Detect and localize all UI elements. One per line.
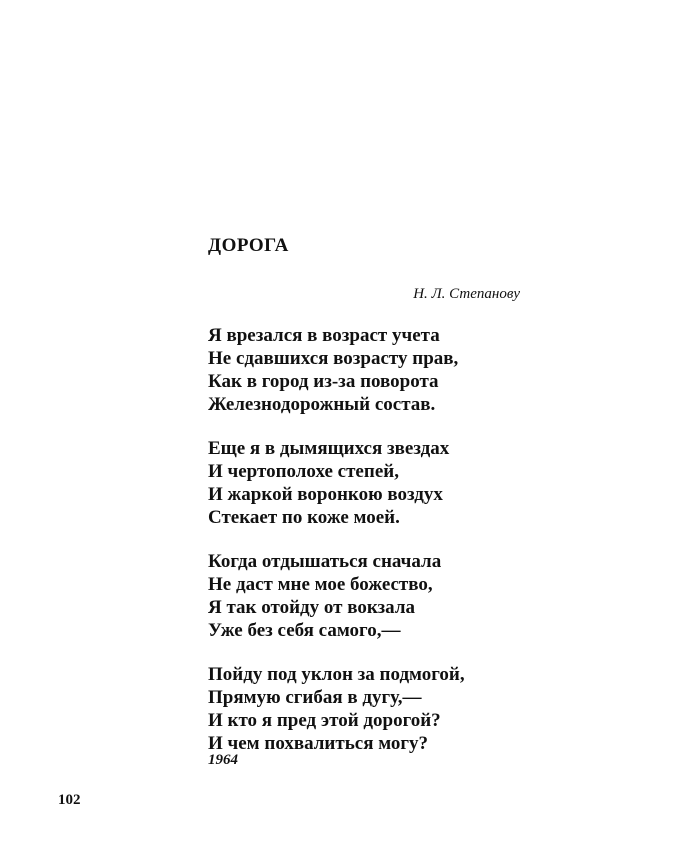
poem-line: Не сдавшихся возрасту прав, <box>208 348 459 369</box>
poem-line: И жаркой воронкою воздух <box>208 484 443 505</box>
stanza-4 <box>208 663 588 755</box>
stanza-1 <box>208 324 588 416</box>
poem-line: И чертополохе степей, <box>208 461 399 482</box>
page-number: 102 <box>58 792 81 808</box>
poem-line: Прямую сгибая в дугу,— <box>208 687 422 708</box>
poem-line: Я так отойду от вокзала <box>208 597 415 618</box>
poem-line: Я врезался в возраст учета <box>208 325 440 346</box>
poem-line: Стекает по коже моей. <box>208 507 400 528</box>
poem-line: Еще я в дымящихся звездах <box>208 438 450 459</box>
poem-body <box>208 324 588 776</box>
poem-line: И кто я пред этой дорогой? <box>208 710 441 731</box>
poem-line: Железнодорожный состав. <box>208 394 436 415</box>
stanza-3 <box>208 550 588 642</box>
stanza-2 <box>208 437 588 529</box>
poem-line: И чем похвалиться могу? <box>208 733 429 754</box>
poem-line: Как в город из-за поворота <box>208 371 439 392</box>
poem-line: Не даст мне мое божество, <box>208 574 433 595</box>
poem-title: ДОРОГА <box>208 235 289 256</box>
poem-line: Уже без себя самого,— <box>208 620 401 641</box>
poem-line: Когда отдышаться сначала <box>208 551 442 572</box>
poem-line: Пойду под уклон за подмогой, <box>208 664 465 685</box>
poem-date: 1964 <box>208 752 238 768</box>
dedication: Н. Л. Степанову <box>413 286 520 302</box>
